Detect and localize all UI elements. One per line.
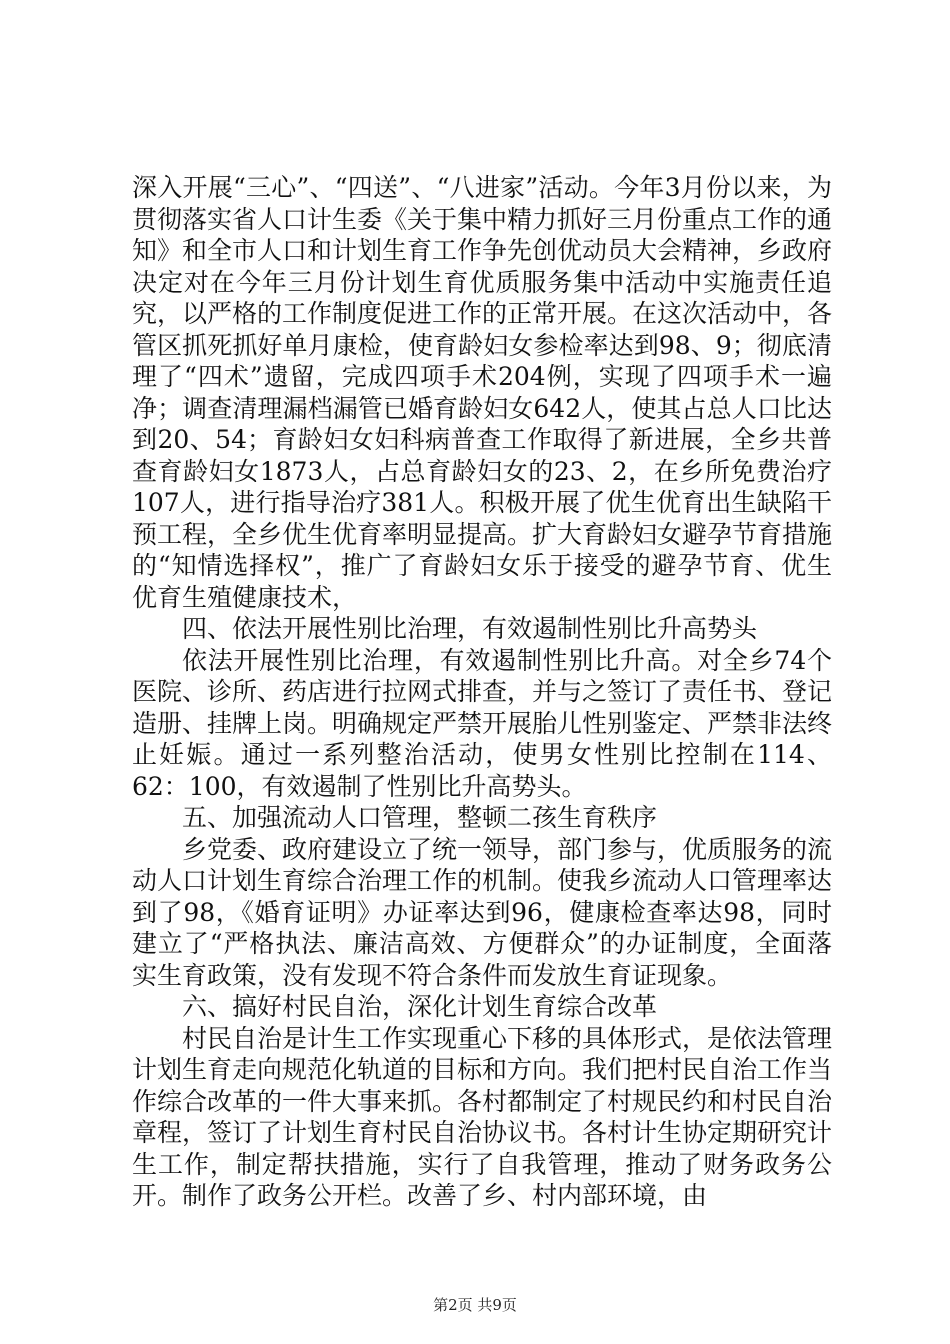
section-heading-4: 四、依法开展性别比治理，有效遏制性别比升高势头 [182, 614, 758, 643]
section-heading-6: 六、搞好村民自治，深化计划生育综合改革 [182, 992, 658, 1021]
paragraph-sex-ratio: 依法开展性别比治理，有效遏制性别比升高。对全乡74个医院、诊所、药店进行拉网式排查，并与之签订了责任书、登记造册、挂牌上岗。明确规定严禁开展胎儿性别鉴定、严禁非法终止妊娠。通过一系列整治活动，使男女性别比控制在114、62：100，有效遏制了性别比升高势头。 [132, 645, 833, 801]
page-number-footer: 第2页 共9页 [433, 1296, 517, 1314]
paragraph-floating-population: 乡党委、政府建设立了统一领导，部门参与，优质服务的流动人口计划生育综合治理工作的机制。使我乡流动人口管理率达到了98，《婚育证明》办证率达到96，健康检查率达98，同时建立了“严格执法、廉洁高效、方便群众”的办证制度，全面落实生育政策，没有发现不符合条件而发放生育证现象。 [132, 834, 833, 990]
document-body [132, 172, 832, 1212]
paragraph-villager-autonomy: 村民自治是计生工作实现重心下移的具体形式，是依法管理计划生育走向规范化轨道的目标和方向。我们把村民自治工作当作综合改革的一件大事来抓。各村都制定了村规民约和村民自治章程，签订了计划生育村民自治协议书。各村计生协定期研究计生工作，制定帮扶措施，实行了自我管理，推动了财务政务公开。制作了政务公开栏。改善了乡、村内部环境，由 [132, 1023, 833, 1210]
paragraph-activities: 深入开展“三心”、“四送”、“八进家”活动。今年3月份以来，为贯彻落实省人口计生委《关于集中精力抓好三月份重点工作的通知》和全市人口和计划生育工作争先创优动员大会精神，乡政府决定对在今年三月份计划生育优质服务集中活动中实施责任追究，以严格的工作制度促进工作的正常开展。在这次活动中，各管区抓死抓好单月康检，使育龄妇女参检率达到98、9；彻底清理了“四术”遗留，完成四项手术204例，实现了四项手术一遍净；调查清理漏档漏管已婚育龄妇女642人，使其占总人口比达到20、54；育龄妇女妇科病普查工作取得了新进展，全乡共普查育龄妇女1873人，占总育龄妇女的23、2，在乡所免费治疗107人，进行指导治疗381人。积极开展了优生优育出生缺陷干预工程，全乡优生优育率明显提高。扩大育龄妇女避孕节育措施的“知情选择权”，推广了育龄妇女乐于接受的避孕节育、优生优育生殖健康技术， [132, 173, 833, 612]
section-heading-5: 五、加强流动人口管理，整顿二孩生育秩序 [182, 803, 658, 832]
